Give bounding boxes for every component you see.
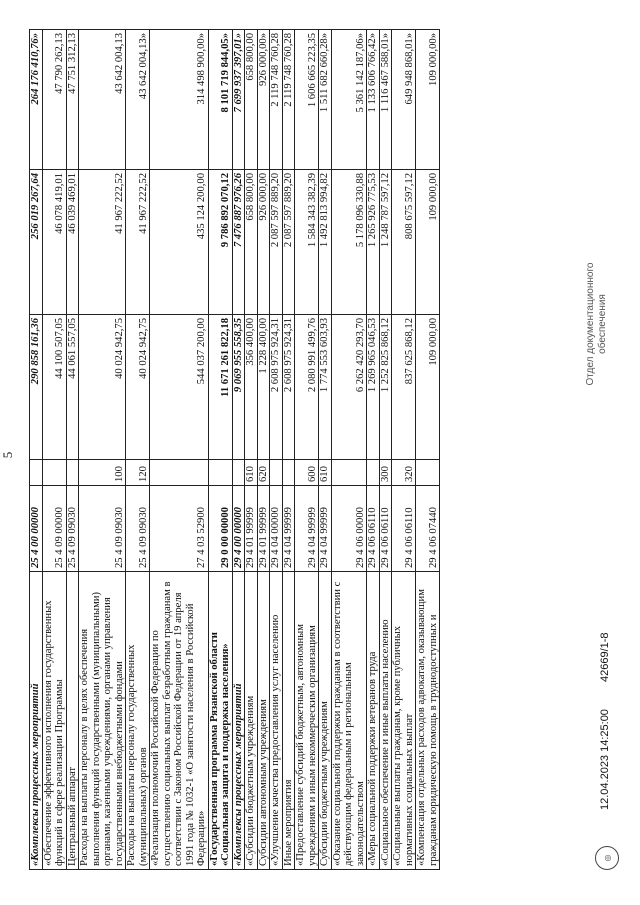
row-name: Иные мероприятия bbox=[282, 572, 295, 870]
row-value-2024: 46 078 419,01 bbox=[42, 170, 66, 315]
row-value-2023: 2 608 975 924,31 bbox=[270, 315, 283, 460]
table-row bbox=[367, 30, 380, 870]
row-expense-type bbox=[42, 460, 66, 486]
table-row bbox=[79, 30, 126, 870]
row-name: «Компенсация отдельных расходов адвокатам, оказывающим гражданам юридическую помощь в труднодоступных и bbox=[416, 572, 440, 870]
row-name: «Социальное обеспечение и иные выплаты населению bbox=[379, 572, 392, 870]
row-value-2023: 40 024 942,75 bbox=[79, 315, 126, 460]
row-code: 29 4 06 00000 bbox=[331, 486, 367, 572]
row-value-2023: 290 858 161,36 bbox=[30, 315, 43, 460]
row-expense-type bbox=[232, 460, 245, 486]
row-value-2025: 658 800,00 bbox=[245, 30, 258, 170]
row-code: 29 4 04 99999 bbox=[282, 486, 295, 572]
row-value-2025: 43 642 004,13» bbox=[126, 30, 150, 170]
row-value-2023: 109 000,00 bbox=[416, 315, 440, 460]
row-value-2025: 8 101 719 844,05» bbox=[208, 30, 232, 170]
table-row bbox=[150, 30, 209, 870]
row-value-2023: 1 228 400,00 bbox=[257, 315, 270, 460]
row-value-2024: 926 000,00 bbox=[257, 170, 270, 315]
row-expense-type bbox=[30, 460, 43, 486]
row-value-2023: 356 400,00 bbox=[245, 315, 258, 460]
row-value-2025: 2 119 748 760,28 bbox=[270, 30, 283, 170]
row-value-2025: 2 119 748 760,28 bbox=[282, 30, 295, 170]
row-value-2023: 40 024 942,75 bbox=[126, 315, 150, 460]
row-expense-type bbox=[416, 460, 440, 486]
table-row bbox=[42, 30, 66, 870]
table-row bbox=[295, 30, 319, 870]
row-value-2024: 41 967 222,52 bbox=[79, 170, 126, 315]
row-expense-type bbox=[208, 460, 232, 486]
row-code: 25 4 09 00000 bbox=[42, 486, 66, 572]
row-value-2024: 808 675 597,12 bbox=[392, 170, 416, 315]
row-expense-type bbox=[270, 460, 283, 486]
row-code: 29 4 06 06110 bbox=[367, 486, 380, 572]
table-row bbox=[208, 30, 232, 870]
row-value-2025: 43 642 004,13 bbox=[79, 30, 126, 170]
row-value-2024: 1 584 343 382,39 bbox=[295, 170, 319, 315]
registry-stamp-icon: ◎ bbox=[595, 846, 619, 870]
row-expense-type bbox=[282, 460, 295, 486]
table-row bbox=[319, 30, 332, 870]
row-value-2024: 1 265 926 775,53 bbox=[367, 170, 380, 315]
row-code: 25 4 00 00000 bbox=[30, 486, 43, 572]
budget-table-body bbox=[30, 30, 440, 870]
row-code: 29 4 06 06110 bbox=[379, 486, 392, 572]
row-expense-type bbox=[331, 460, 367, 486]
page-footer bbox=[583, 30, 633, 870]
row-code: 29 4 04 99999 bbox=[295, 486, 319, 572]
row-expense-type: 620 bbox=[257, 460, 270, 486]
row-name: «Предоставление субсидий бюджетным, автономным учреждениям и иным некоммерческим организациям bbox=[295, 572, 319, 870]
row-value-2025: 264 176 410,76» bbox=[30, 30, 43, 170]
footer-department: Отдел документационного обеспечения bbox=[585, 262, 608, 386]
row-value-2024: 7 476 887 976,26 bbox=[232, 170, 245, 315]
table-row bbox=[270, 30, 283, 870]
row-value-2024: 109 000,00 bbox=[416, 170, 440, 315]
page-number: 5 bbox=[0, 451, 15, 459]
row-value-2024: 46 039 469,01 bbox=[66, 170, 79, 315]
row-code: 25 4 09 09030 bbox=[66, 486, 79, 572]
row-name: Расходы на выплаты персоналу в целях обеспечения выполнения функций государственными (муниципальными) органами, казенными учреждениями, органами управления государственными внебюджетными фондами bbox=[79, 572, 126, 870]
row-code: 29 4 04 00000 bbox=[270, 486, 283, 572]
row-code: 29 4 01 99999 bbox=[257, 486, 270, 572]
row-name: Центральный аппарат bbox=[66, 572, 79, 870]
row-expense-type bbox=[367, 460, 380, 486]
row-code: 29 4 00 00000 bbox=[232, 486, 245, 572]
table-row bbox=[379, 30, 392, 870]
row-value-2023: 2 608 975 924,31 bbox=[282, 315, 295, 460]
row-name: «Социальные выплаты гражданам, кроме публичных нормативных социальных выплат bbox=[392, 572, 416, 870]
row-value-2025: 47 790 262,13 bbox=[42, 30, 66, 170]
row-value-2024: 1 248 787 597,12 bbox=[379, 170, 392, 315]
row-value-2023: 11 671 261 822,18 bbox=[208, 315, 232, 460]
row-code: 25 4 09 09030 bbox=[126, 486, 150, 572]
row-expense-type: 610 bbox=[245, 460, 258, 486]
row-expense-type: 320 bbox=[392, 460, 416, 486]
row-expense-type: 300 bbox=[379, 460, 392, 486]
row-value-2024: 2 087 597 889,20 bbox=[270, 170, 283, 315]
row-code: 29 4 01 99999 bbox=[245, 486, 258, 572]
row-expense-type: 100 bbox=[79, 460, 126, 486]
table-row bbox=[66, 30, 79, 870]
row-value-2025: 109 000,00» bbox=[416, 30, 440, 170]
row-value-2024: 256 019 267,64 bbox=[30, 170, 43, 315]
row-value-2025: 5 361 142 187,06» bbox=[331, 30, 367, 170]
row-name: Расходы на выплаты персоналу государственных (муниципальных) органов bbox=[126, 572, 150, 870]
row-value-2025: 926 000,00» bbox=[257, 30, 270, 170]
row-value-2023: 44 061 557,05 bbox=[66, 315, 79, 460]
row-expense-type bbox=[66, 460, 79, 486]
row-name: «Комплексы процессных мероприятий bbox=[232, 572, 245, 870]
row-value-2024: 2 087 597 889,20 bbox=[282, 170, 295, 315]
row-value-2025: 47 751 312,13 bbox=[66, 30, 79, 170]
table-row bbox=[257, 30, 270, 870]
row-value-2023: 9 069 955 558,35 bbox=[232, 315, 245, 460]
row-expense-type: 600 bbox=[295, 460, 319, 486]
row-expense-type bbox=[150, 460, 209, 486]
row-name: «Меры социальной поддержки ветеранов труда bbox=[367, 572, 380, 870]
row-code: 29 4 04 99999 bbox=[319, 486, 332, 572]
row-expense-type: 120 bbox=[126, 460, 150, 486]
row-name: «Оказание социальной поддержки гражданам в соответствии с действующим федеральным и региональным законодательством bbox=[331, 572, 367, 870]
row-name: Субсидии автономным учреждениям bbox=[257, 572, 270, 870]
row-expense-type: 610 bbox=[319, 460, 332, 486]
row-code: 27 4 03 52900 bbox=[150, 486, 209, 572]
row-value-2023: 544 037 200,00 bbox=[150, 315, 209, 460]
row-name: Субсидии бюджетным учреждениям bbox=[319, 572, 332, 870]
table-row bbox=[126, 30, 150, 870]
row-value-2025: 1 116 467 588,01» bbox=[379, 30, 392, 170]
row-value-2024: 5 178 096 330,88 bbox=[331, 170, 367, 315]
row-value-2025: 7 699 937 397,01» bbox=[232, 30, 245, 170]
row-value-2025: 1 133 606 766,42» bbox=[367, 30, 380, 170]
row-value-2025: 314 498 900,00» bbox=[150, 30, 209, 170]
row-value-2023: 1 774 553 603,93 bbox=[319, 315, 332, 460]
row-code: 29 0 00 00000 bbox=[208, 486, 232, 572]
row-code: 29 4 06 07440 bbox=[416, 486, 440, 572]
row-value-2024: 658 800,00 bbox=[245, 170, 258, 315]
row-name: «Комплексы процессных мероприятий bbox=[30, 572, 43, 870]
row-value-2024: 41 967 222,52 bbox=[126, 170, 150, 315]
row-value-2024: 435 124 200,00 bbox=[150, 170, 209, 315]
table-row bbox=[416, 30, 440, 870]
row-name: «Обеспечение эффективного исполнения государственных функций в сфере реализации Программы bbox=[42, 572, 66, 870]
row-code: 29 4 06 06110 bbox=[392, 486, 416, 572]
row-value-2023: 2 080 991 499,76 bbox=[295, 315, 319, 460]
row-code: 25 4 09 09030 bbox=[79, 486, 126, 572]
table-row bbox=[392, 30, 416, 870]
row-value-2023: 1 252 825 868,12 bbox=[379, 315, 392, 460]
row-value-2025: 1 606 665 223,35 bbox=[295, 30, 319, 170]
row-name: «Улучшение качества предоставления услуг населению bbox=[270, 572, 283, 870]
footer-date: 12.04.2023 14:25:00 bbox=[599, 709, 611, 810]
budget-table bbox=[29, 29, 440, 870]
table-row bbox=[232, 30, 245, 870]
row-value-2023: 44 100 507,05 bbox=[42, 315, 66, 460]
row-value-2025: 649 948 868,01» bbox=[392, 30, 416, 170]
table-row bbox=[245, 30, 258, 870]
row-value-2023: 837 625 868,12 bbox=[392, 315, 416, 460]
row-value-2023: 1 269 965 046,53 bbox=[367, 315, 380, 460]
table-row bbox=[331, 30, 367, 870]
table-row bbox=[282, 30, 295, 870]
row-name: «Субсидии бюджетным учреждениям bbox=[245, 572, 258, 870]
row-name: «Государственная программа Рязанской области «Социальная защита и поддержка населения» bbox=[208, 572, 232, 870]
row-name: «Реализация полномочий Российской Федерации по осуществлению социальных выплат безработным гражданам в соответствии с Законом Российской Федерации от 19 апреля 1991 года № 1032-1 «О занятости населения в Российской Федерации» bbox=[150, 572, 209, 870]
row-value-2023: 6 262 420 293,70 bbox=[331, 315, 367, 460]
footer-doc-number: 42669/1-8 bbox=[599, 632, 611, 682]
row-value-2024: 9 786 892 070,12 bbox=[208, 170, 232, 315]
table-row bbox=[30, 30, 43, 870]
row-value-2024: 1 492 813 994,82 bbox=[319, 170, 332, 315]
row-value-2025: 1 511 682 660,28» bbox=[319, 30, 332, 170]
